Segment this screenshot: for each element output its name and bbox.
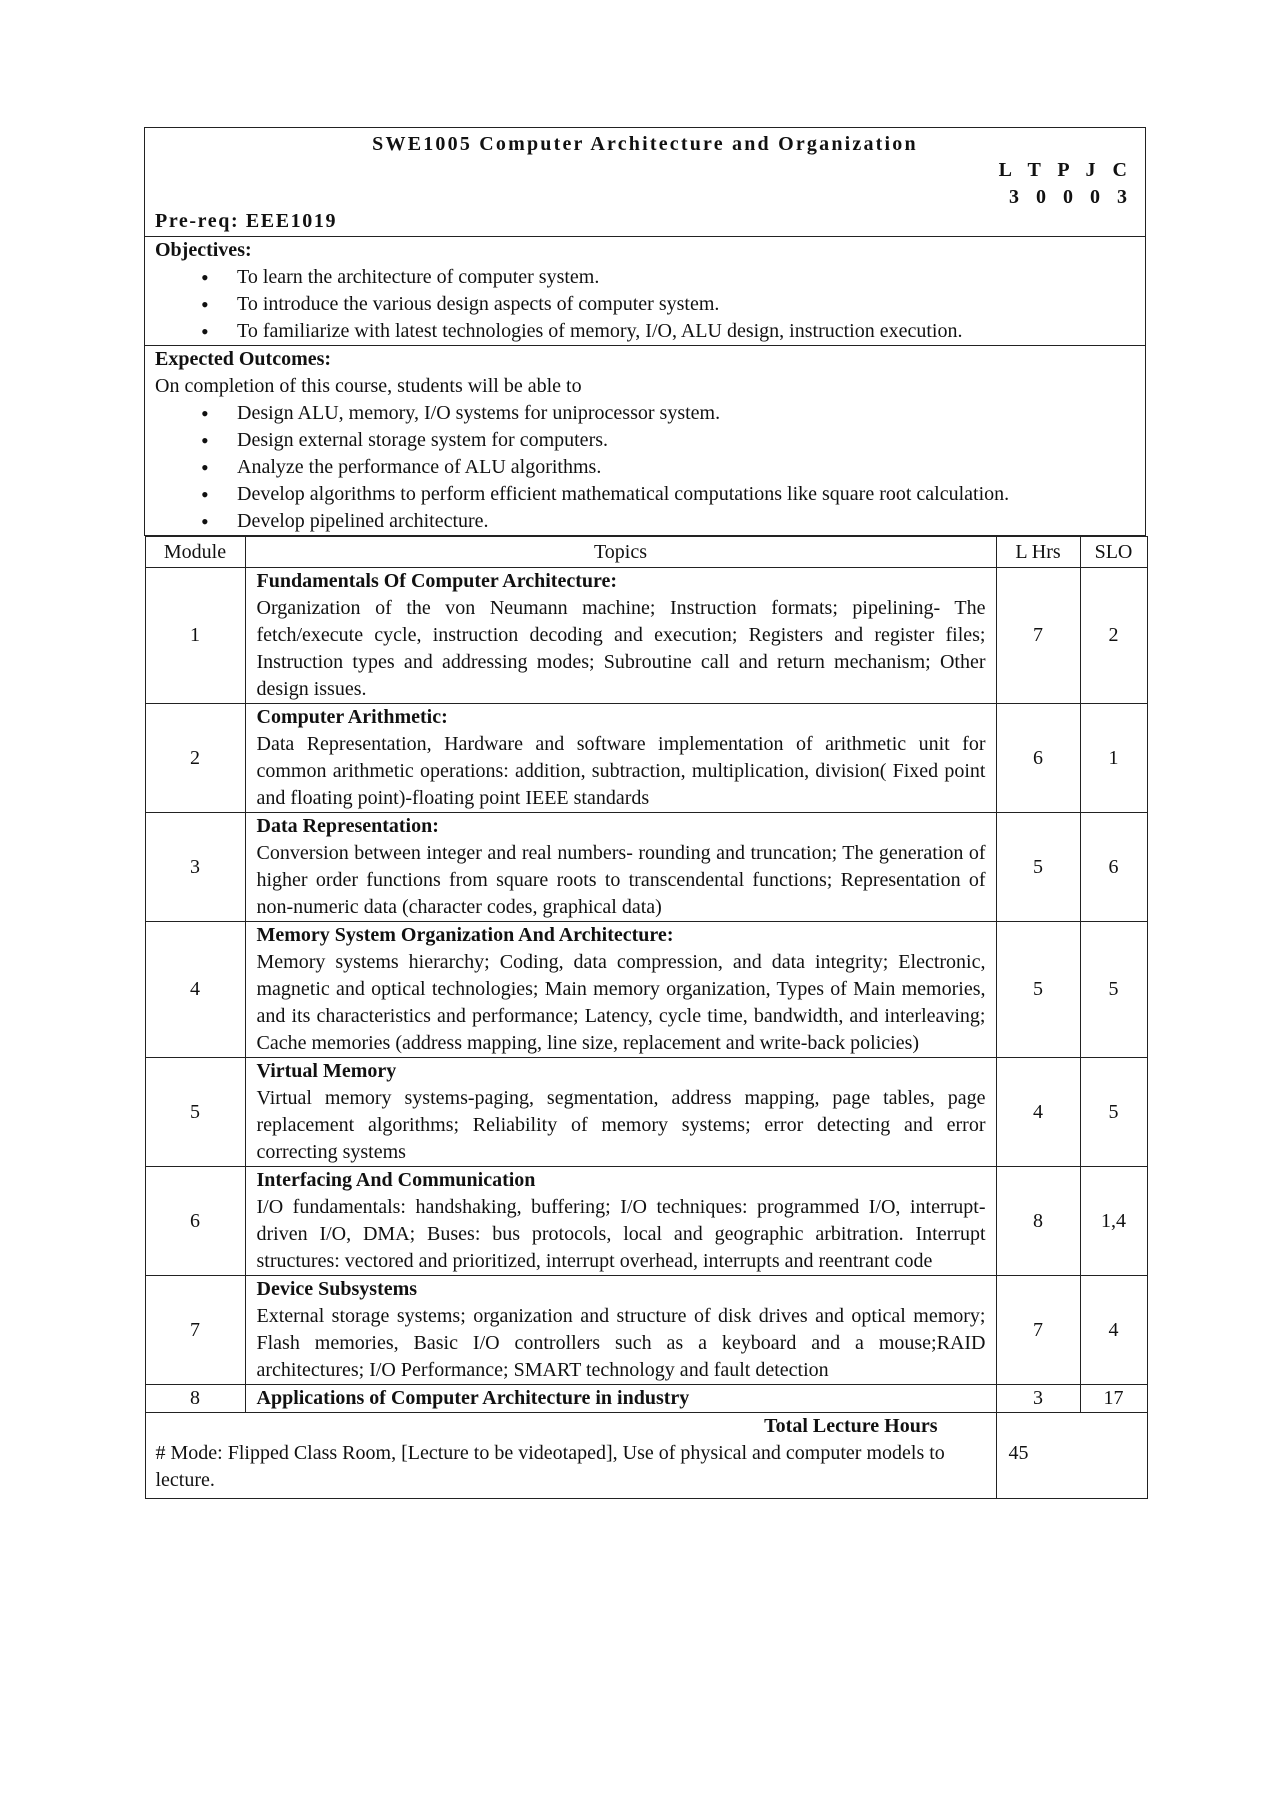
mode-text: # Mode: Flipped Class Room, [Lecture to be videotaped], Use of physical and computer models to lecture. [155,1442,945,1491]
slo-value: 17 [1080,1385,1147,1413]
lecture-hours: 8 [996,1167,1080,1276]
outcomes-section [145,346,1146,536]
module-title: Interfacing And Communication [256,1169,536,1191]
slo-value: 5 [1080,922,1147,1058]
outcomes-intro: On completion of this course, students will be able to [155,375,582,397]
slo-value: 2 [1080,568,1147,704]
list-item: • Analyze the performance of ALU algorithms. [237,454,1135,481]
module-number: 5 [145,1058,245,1167]
module-title: Computer Arithmetic: [256,706,448,728]
table-row [145,568,1147,704]
header-slo: SLO [1080,537,1147,568]
objectives-list [155,264,1135,345]
module-title: Memory System Organization And Architecture: [256,924,674,946]
outcomes-list [155,400,1135,535]
module-title: Data Representation: [256,815,439,837]
lecture-hours: 3 [996,1385,1080,1413]
table-row [145,922,1147,1058]
module-body: Memory systems hierarchy; Coding, data compression, and data integrity; Electronic, magnetic and optical technologies; Main memory organization, Types of Main memories, and its characteristics and performance; Latency, cycle time, bandwidth, and interleaving; Cache memories (address mapping, line size, replacement and write-back policies) [256,951,986,1054]
slo-value: 5 [1080,1058,1147,1167]
module-body: External storage systems; organization and structure of disk drives and optical memory; Flash memories, Basic I/O controllers such as a keyboard and a mouse;RAID architectures; I/O Performance; SMART technology and fault detection [256,1305,986,1381]
header-hours: L Hrs [996,537,1080,568]
module-number: 1 [145,568,245,704]
list-item: • Develop algorithms to perform efficient mathematical computations like square root calculation. [237,481,1135,508]
total-hours-label: Total Lecture Hours [764,1415,938,1437]
module-number: 3 [145,813,245,922]
outcomes-heading: Expected Outcomes: [155,348,332,370]
lecture-hours: 7 [996,568,1080,704]
module-title: Fundamentals Of Computer Architecture: [256,570,618,592]
slo-value: 6 [1080,813,1147,922]
table-row [145,1276,1147,1385]
table-row [145,1385,1147,1413]
list-item: • To introduce the various design aspects of computer system. [237,291,1135,318]
prerequisite: Pre-req: EEE1019 [155,210,338,232]
module-body: Conversion between integer and real numbers- rounding and truncation; The generation of higher order functions from square roots to transcendental functions; Representation of non-numeric data (character codes, graphical data) [256,842,986,918]
table-row [145,704,1147,813]
total-hours-value: 45 [1008,1442,1029,1464]
module-body: Data Representation, Hardware and software implementation of arithmetic unit for common arithmetic operations: addition, subtraction, multiplication, division( Fixed point and floating point)-floating point IEEE standards [256,733,986,809]
objectives-section [145,237,1146,346]
objectives-heading: Objectives: [155,239,252,261]
ltpjc-values: 3 0 0 0 3 [1009,186,1133,208]
module-topics [245,813,996,922]
module-number: 8 [145,1385,245,1413]
table-header-row [145,537,1147,568]
list-item: • Design ALU, memory, I/O systems for uniprocessor system. [237,400,1135,427]
list-item: • To familiarize with latest technologies of memory, I/O, ALU design, instruction execution. [237,318,1135,345]
slo-value: 1,4 [1080,1167,1147,1276]
header-topics: Topics [245,537,996,568]
module-number: 7 [145,1276,245,1385]
module-topics [245,1167,996,1276]
list-item: • To learn the architecture of computer system. [237,264,1135,291]
module-title: Virtual Memory [256,1060,397,1082]
module-title: Device Subsystems [256,1278,418,1300]
module-title: Applications of Computer Architecture in industry [256,1387,690,1409]
module-number: 4 [145,922,245,1058]
course-header [145,128,1146,237]
module-topics [245,1276,996,1385]
slo-value: 1 [1080,704,1147,813]
module-topics [245,1058,996,1167]
lecture-hours: 4 [996,1058,1080,1167]
table-row [145,813,1147,922]
module-body: Virtual memory systems-paging, segmentation, address mapping, page tables, page replacement algorithms; Reliability of memory systems; error detecting and error correcting systems [256,1087,986,1163]
course-title: SWE1005 Computer Architecture and Organization [372,133,918,155]
lecture-hours: 7 [996,1276,1080,1385]
lecture-hours: 5 [996,813,1080,922]
table-row [145,1058,1147,1167]
module-topics [245,1385,996,1413]
module-body: Organization of the von Neumann machine; Instruction formats; pipelining- The fetch/execute cycle, instruction decoding and execution; Registers and register files; Instruction types and addressing modes; Subroutine call and return mechanism; Other design issues. [256,597,986,700]
lecture-hours: 5 [996,922,1080,1058]
list-item: • Develop pipelined architecture. [237,508,1135,535]
table-row [145,1167,1147,1276]
syllabus-frame [144,127,1146,1499]
topics-wrapper [145,536,1146,1500]
topic-rows [145,568,1147,1413]
footer-left [145,1413,996,1499]
module-body: I/O fundamentals: handshaking, buffering; I/O techniques: programmed I/O, interrupt-driven I/O, DMA; Buses: bus protocols, local and geographic arbitration. Interrupt structures: vectored and prioritized, interrupt overhead, interrupts and reentrant code [256,1196,986,1272]
ltpjc-label: L T P J C [998,159,1133,181]
topics-table [145,536,1148,1499]
module-topics [245,568,996,704]
header-module: Module [145,537,245,568]
lecture-hours: 6 [996,704,1080,813]
footer-right [996,1413,1147,1499]
module-topics [245,704,996,813]
list-item: • Design external storage system for computers. [237,427,1135,454]
module-number: 6 [145,1167,245,1276]
footer-row [145,1413,1147,1499]
module-topics [245,922,996,1058]
slo-value: 4 [1080,1276,1147,1385]
ltpjc-block [999,157,1133,211]
module-number: 2 [145,704,245,813]
